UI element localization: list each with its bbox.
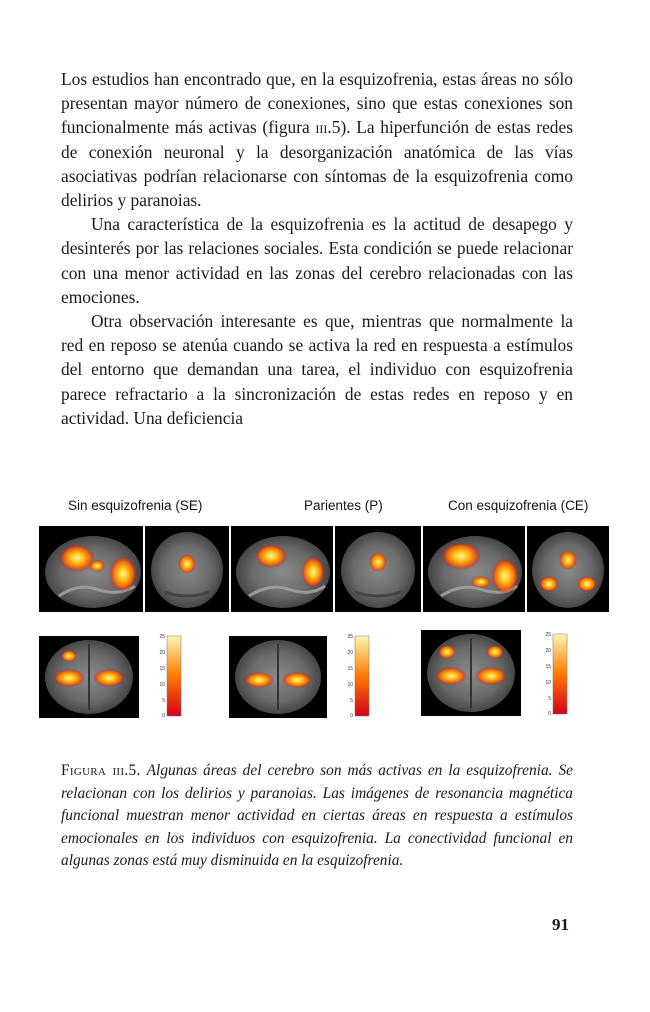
figure-reference: iii.5 xyxy=(315,117,341,138)
coronal-scan-se xyxy=(145,526,229,612)
sagittal-scan-se xyxy=(39,526,143,612)
group-label-ce: Con esquizofrenia (CE) xyxy=(448,498,589,513)
body-text xyxy=(61,67,573,430)
caption-label: Figura iii.5. xyxy=(61,762,141,779)
caption-text: Algunas áreas del cerebro son más activas en la esquizofrenia. Se relacionan con los delirios y paranoias. Las imágenes de resonancia magnética funcional muestran menor actividad en ciertas áreas en respuesta a estímulos emocionales en los individuos con esquizofrenia. La conectividad funcional en algunas zonas está muy disminuida en la esquizofrenia. xyxy=(61,762,573,870)
paragraph-2: Una característica de la esquizofrenia es la actitud de desapego y desinterés por las relaciones sociales. Esta condición se puede relacionar con una menor actividad en las zonas del cerebro relacionadas con las emociones. xyxy=(61,214,573,307)
group-label-se: Sin esquizofrenia (SE) xyxy=(68,498,203,513)
coronal-scan-p xyxy=(335,526,421,612)
sagittal-scan-p xyxy=(231,526,333,612)
figure-caption xyxy=(61,760,573,873)
coronal-scan-ce xyxy=(527,526,609,612)
sagittal-scan-ce xyxy=(423,526,525,612)
axial-scan-ce xyxy=(421,630,521,716)
paragraph-3: Otra observación interesante es que, mientras que normalmente la red en reposo se atenúa cuando se activa la red en respuesta a estímulos del entorno que demandan una tarea, el individuo con esquizofrenia parece refractario a la sincronización de estas redes en reposo y en actividad. Una deficiencia xyxy=(61,311,573,428)
axial-scan-p xyxy=(229,636,327,718)
group-label-p: Parientes (P) xyxy=(304,498,383,513)
colorbar-ce: 25 20 15 10 5 0 xyxy=(533,632,593,718)
page-number: 91 xyxy=(552,915,569,934)
brain-scan-figure xyxy=(37,492,597,732)
axial-scan-se xyxy=(39,636,139,718)
colorbar-p: 25 20 15 10 5 0 xyxy=(335,634,395,720)
colorbar-se: 25 20 15 10 5 0 xyxy=(147,634,207,720)
paragraph-1: Los estudios han encontrado que, en la esquizofrenia, estas áreas no sólo presentan mayor número de conexiones, sino que estas conexiones son funcionalmente más activas (figura iii.5). La hiperfunción de estas redes de conexión neuronal y la desorganización anatómica de las vías asociativas podrían relacionarse con síntomas de la esquizofrenia como delirios y paranoias. xyxy=(61,69,573,211)
